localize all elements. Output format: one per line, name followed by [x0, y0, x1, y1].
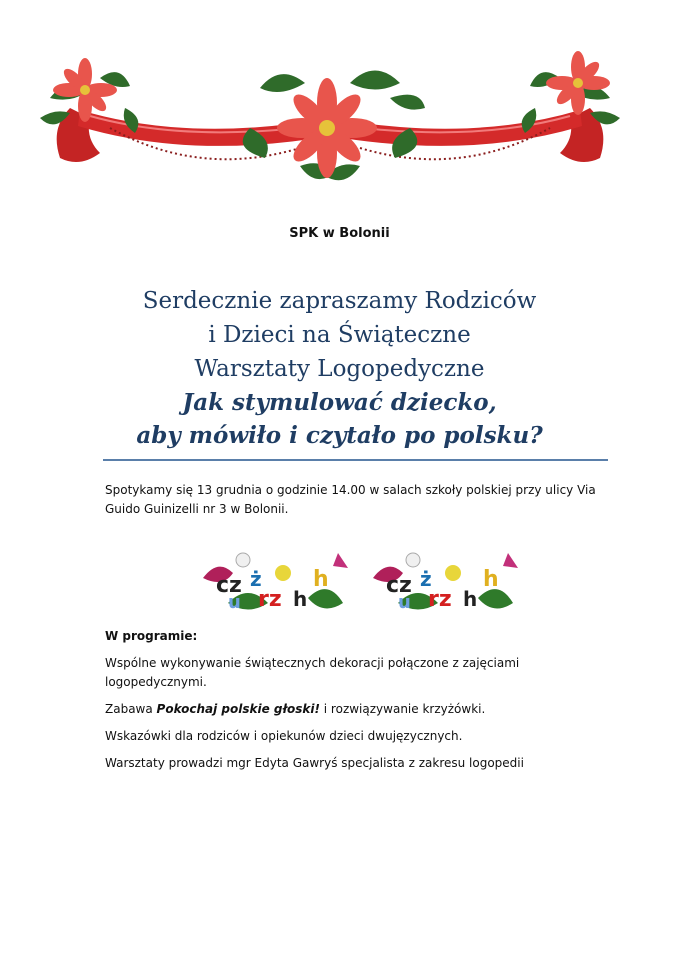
svg-text:u: u	[228, 592, 241, 613]
program-item-game	[105, 700, 605, 719]
heading-question-2: aby mówiło i czytało po polsku?	[136, 422, 543, 449]
organization-name: SPK w Bolonii	[289, 226, 390, 241]
svg-text:rz: rz	[258, 587, 282, 612]
poinsettia-center	[277, 78, 377, 178]
program-item-tips: Wskazówki dla rodziców i opiekunów dzieci dwujęzycznych.	[105, 729, 463, 743]
poinsettia-right	[546, 51, 610, 115]
heading-line-2: i Dzieci na Świąteczne	[208, 322, 471, 348]
program-section	[105, 627, 605, 781]
svg-text:cz: cz	[216, 573, 242, 598]
heading-line-1: Serdecznie zapraszamy Rodziców	[142, 288, 537, 314]
svg-text:ż: ż	[250, 567, 262, 591]
invitation-heading	[60, 284, 619, 452]
program-item-game-suffix: i rozwiązywanie krzyżówki.	[319, 702, 486, 716]
letters-cluster-right	[373, 553, 518, 613]
svg-text:u: u	[398, 592, 411, 613]
svg-text:h: h	[293, 587, 308, 611]
heading-question-1: Jak stymulować dziecko,	[182, 389, 497, 416]
svg-text:h: h	[483, 567, 499, 592]
program-title: W programie:	[105, 629, 198, 643]
program-item-decorations: Wspólne wykonywanie świątecznych dekoracji połączone z zajęciami logopedycznymi.	[105, 656, 520, 689]
christmas-garland-decoration	[30, 48, 630, 198]
letters-cluster-left	[203, 553, 348, 613]
program-item-game-prefix: Zabawa	[105, 702, 157, 716]
letters-flowers-decoration	[198, 548, 528, 618]
program-item-game-name: Pokochaj polskie głoski!	[156, 702, 320, 716]
program-item-instructor: Warsztaty prowadzi mgr Edyta Gawryś specjalista z zakresu logopedii	[105, 756, 524, 770]
svg-text:cz: cz	[386, 573, 412, 598]
heading-divider	[103, 459, 608, 461]
svg-text:rz: rz	[428, 587, 452, 612]
svg-text:ż: ż	[420, 567, 432, 591]
svg-text:h: h	[313, 567, 329, 592]
meeting-details: Spotykamy się 13 grudnia o godzinie 14.00 w salach szkoły polskiej przy ulicy Via Guido Guinizelli nr 3 w Bolonii.	[105, 483, 596, 516]
svg-text:h: h	[463, 587, 478, 611]
heading-line-3: Warsztaty Logopedyczne	[194, 356, 485, 382]
